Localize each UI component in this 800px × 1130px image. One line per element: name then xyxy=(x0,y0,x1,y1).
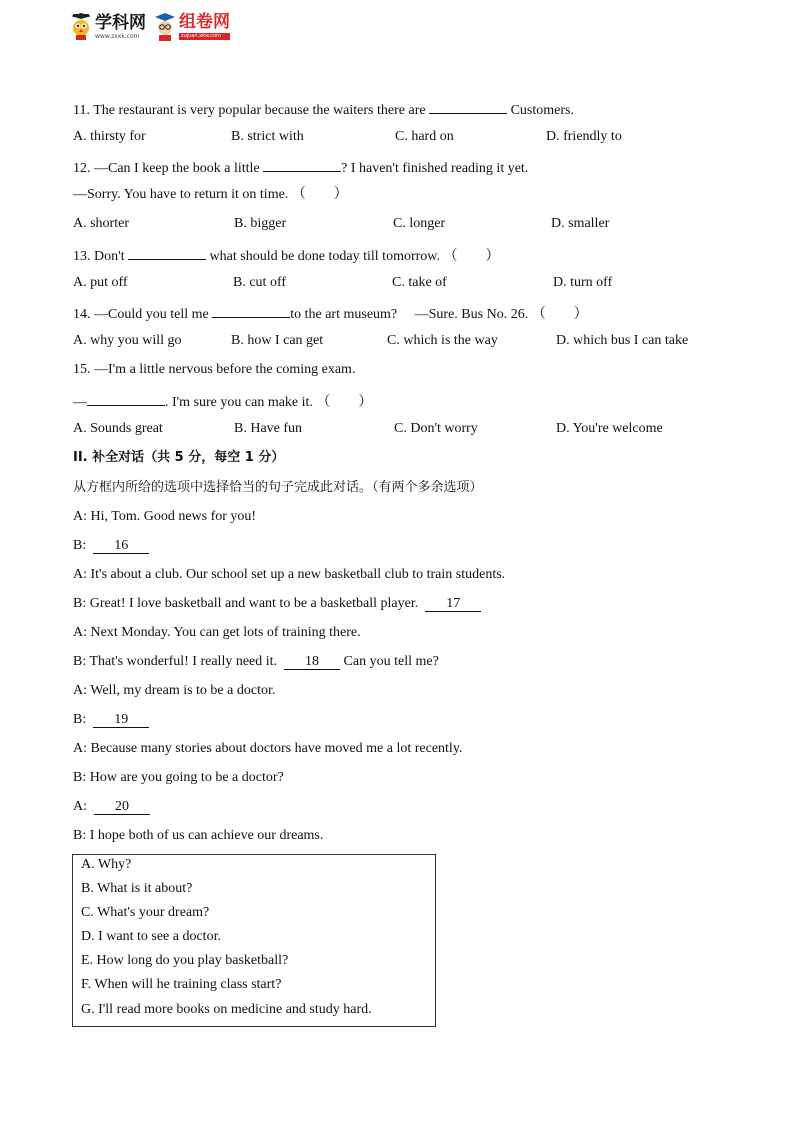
q11-stem-part2: Customers. xyxy=(507,103,574,118)
owl-mascot-icon xyxy=(70,13,92,41)
q14-option-a: A. why you will go xyxy=(73,333,182,348)
dialogue-line-12: B: I hope both of us can achieve our dreams. xyxy=(73,828,324,843)
q14-option-b: B. how I can get xyxy=(231,333,324,348)
option-item: C. What's your dream? xyxy=(81,905,210,920)
logo-zujuan xyxy=(154,13,230,41)
blank-20: 20 xyxy=(94,800,150,815)
student-mascot-icon xyxy=(154,13,176,41)
dialogue-line-1: A: Hi, Tom. Good news for you! xyxy=(73,509,257,524)
dialogue-speaker-a: A: xyxy=(73,799,91,814)
blank-19: 19 xyxy=(93,713,149,728)
blank-16: 16 xyxy=(93,539,149,554)
section-2-title: II. 补全对话（共 5 分，每空 1 分） xyxy=(73,450,285,465)
q13-stem-part2: what should be done today till tomorrow. （ ） xyxy=(206,249,500,264)
question-11-stem xyxy=(73,100,574,119)
option-item: D. I want to see a doctor. xyxy=(81,929,221,944)
options-box xyxy=(72,854,436,1027)
q11-blank xyxy=(429,100,507,114)
dialogue-speaker-b: B: xyxy=(73,712,90,727)
logo-zxxk-title: 学科网 xyxy=(95,12,146,33)
question-13-stem xyxy=(73,246,499,265)
option-item: B. What is it about? xyxy=(81,881,193,896)
q11-option-c: C. hard on xyxy=(395,129,454,144)
logo-zxxk xyxy=(70,13,146,41)
section-2-instruction: 从方框内所给的选项中选择恰当的句子完成此对话。（有两个多余选项） xyxy=(73,480,483,495)
dialogue-speaker-b: B: xyxy=(73,538,90,553)
q11-option-b: B. strict with xyxy=(231,129,304,144)
q12-option-c: C. longer xyxy=(393,216,446,231)
question-14-stem xyxy=(73,304,588,323)
q15-stem-part2: . I'm sure you can make it. （ ） xyxy=(165,395,373,410)
q15-option-c: C. Don't worry xyxy=(394,421,478,436)
dialogue-line-6-tail: Can you tell me? xyxy=(340,654,439,669)
question-15-stem: 15. —I'm a little nervous before the coming exam. xyxy=(73,362,356,377)
q12-stem-part1: 12. —Can I keep the book a little xyxy=(73,161,264,176)
option-item: E. How long do you play basketball? xyxy=(81,953,289,968)
option-item: F. When will he training class start? xyxy=(81,977,282,992)
q14-option-c: C. which is the way xyxy=(387,333,498,348)
dialogue-line-11 xyxy=(73,799,150,815)
logo-zujuan-url: zujuan.xkw.com xyxy=(179,33,230,40)
logo-zxxk-url: www.zxxk.com xyxy=(95,32,140,40)
blank-18: 18 xyxy=(284,655,340,670)
q14-stem-part1: 14. —Could you tell me xyxy=(73,307,213,322)
q13-option-d: D. turn off xyxy=(553,275,613,290)
q11-stem-part1: 11. The restaurant is very popular because the waiters there are xyxy=(73,103,430,118)
q15-option-b: B. Have fun xyxy=(234,421,303,436)
dialogue-line-6-text: B: That's wonderful! I really need it. xyxy=(73,654,281,669)
q15-dash: — xyxy=(73,395,87,410)
q11-option-d: D. friendly to xyxy=(546,129,622,144)
dialogue-line-8 xyxy=(73,712,149,728)
q13-option-c: C. take of xyxy=(392,275,447,290)
q14-stem-part2: to the art museum? —Sure. Bus No. 26. （ ） xyxy=(290,307,588,322)
dialogue-line-4 xyxy=(73,596,481,612)
blank-17: 17 xyxy=(425,597,481,612)
dialogue-line-7: A: Well, my dream is to be a doctor. xyxy=(73,683,276,698)
q12-option-a: A. shorter xyxy=(73,216,129,231)
q13-blank xyxy=(128,246,206,260)
q11-option-a: A. thirsty for xyxy=(73,129,146,144)
q12-blank xyxy=(263,158,341,172)
dialogue-line-9: A: Because many stories about doctors have moved me a lot recently. xyxy=(73,741,463,756)
q12-reply: —Sorry. You have to return it on time. （ ） xyxy=(73,187,348,202)
q13-option-a: A. put off xyxy=(73,275,128,290)
q13-option-b: B. cut off xyxy=(233,275,287,290)
dialogue-line-2 xyxy=(73,538,149,554)
dialogue-line-3: A: It's about a club. Our school set up a new basketball club to train students. xyxy=(73,567,506,582)
q12-option-b: B. bigger xyxy=(234,216,287,231)
dialogue-line-4-text: B: Great! I love basketball and want to be a basketball player. xyxy=(73,596,422,611)
q14-option-d: D. which bus I can take xyxy=(556,333,689,348)
dialogue-line-6 xyxy=(73,654,439,670)
dialogue-line-5: A: Next Monday. You can get lots of training there. xyxy=(73,625,361,640)
option-item: G. I'll read more books on medicine and study hard. xyxy=(81,1002,372,1017)
q15-blank xyxy=(87,392,165,406)
dialogue-line-10: B: How are you going to be a doctor? xyxy=(73,770,284,785)
q15-reply xyxy=(73,392,372,411)
q15-option-d: D. You're welcome xyxy=(556,421,663,436)
q15-option-a: A. Sounds great xyxy=(73,421,163,436)
q12-stem-part2: ? I haven't finished reading it yet. xyxy=(341,161,529,176)
question-12-stem xyxy=(73,158,528,177)
q12-option-d: D. smaller xyxy=(551,216,610,231)
logo-zujuan-title: 组卷网 xyxy=(179,12,230,32)
q14-blank xyxy=(212,304,290,318)
header-logos xyxy=(70,10,230,44)
q13-stem-part1: 13. Don't xyxy=(73,249,129,264)
option-item: A. Why? xyxy=(81,857,132,872)
